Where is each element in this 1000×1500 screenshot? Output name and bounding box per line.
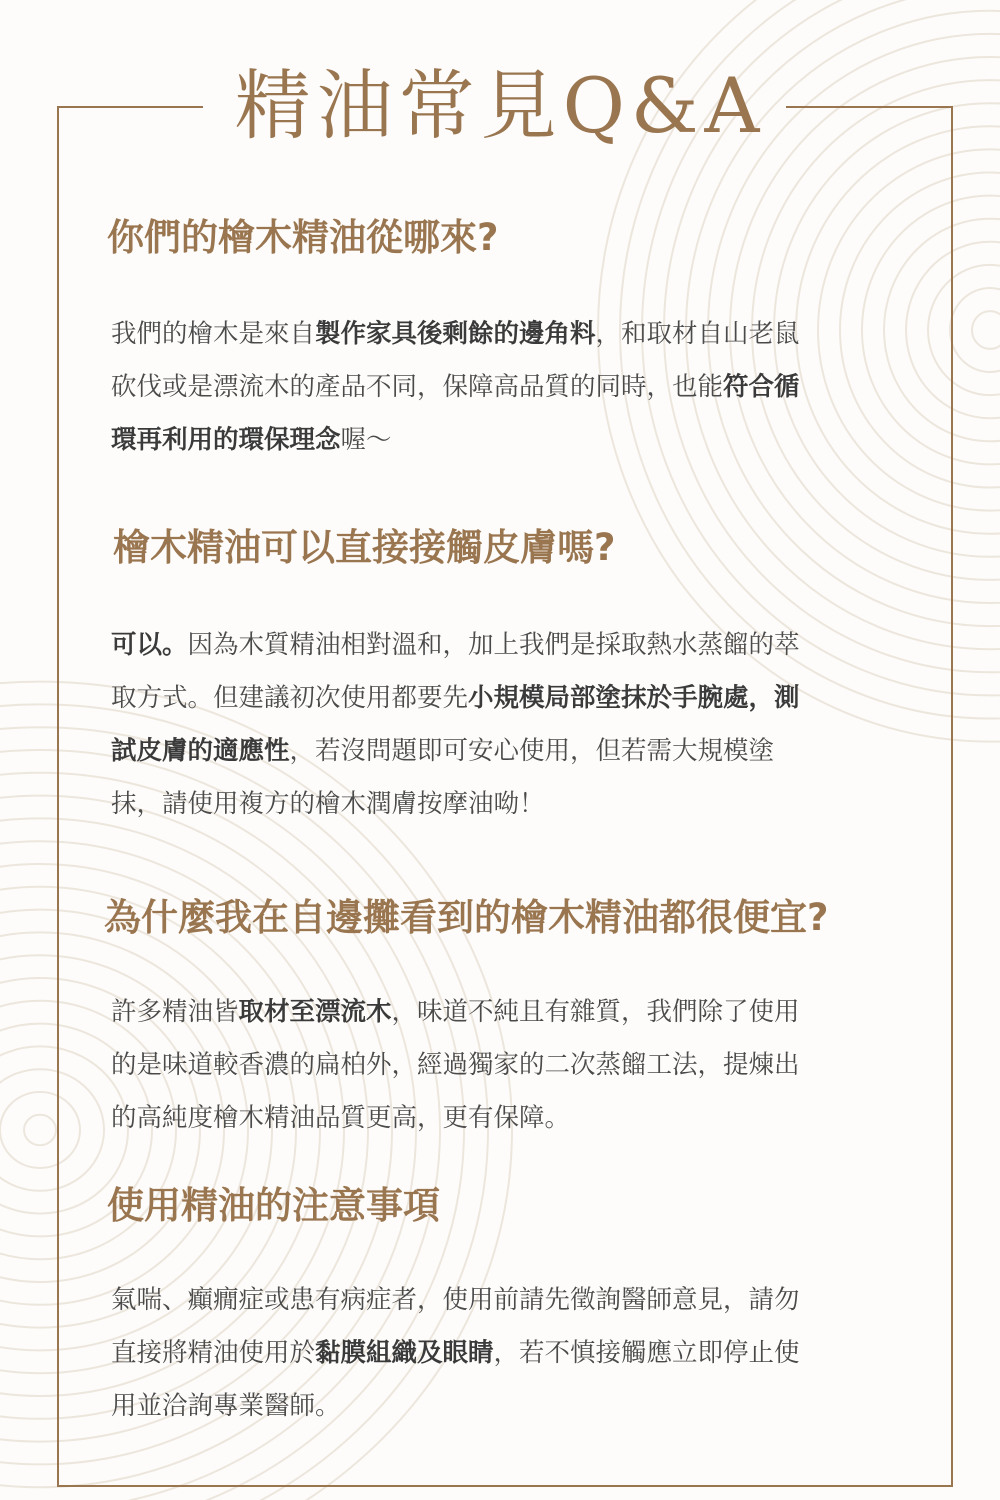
answer-line: 抹，請使用複方的檜木潤膚按摩油呦！	[111, 789, 545, 819]
qa-section-source	[0, 214, 1000, 467]
answer-line: 可以。因為木質精油相對溫和，加上我們是採取熱水蒸餾的萃	[111, 630, 800, 660]
answer-line: 的是味道較香濃的扁柏外，經過獨家的二次蒸餾工法，提煉出	[111, 1050, 800, 1080]
qa-section-precautions	[0, 1182, 1000, 1433]
question-heading: 檜木精油可以直接接觸皮膚嗎?	[113, 526, 616, 569]
question-heading: 你們的檜木精油從哪來?	[107, 216, 499, 259]
answer-line: 的高純度檜木精油品質更高，更有保障。	[111, 1103, 571, 1133]
answer-line: 砍伐或是漂流木的產品不同，保障高品質的同時，也能符合循	[111, 372, 800, 402]
question-heading: 使用精油的注意事項	[107, 1184, 440, 1227]
answer-line: 氣喘、癲癇症或患有病症者，使用前請先徵詢醫師意見，請勿	[111, 1285, 800, 1315]
answer-line: 我們的檜木是來自製作家具後剩餘的邊角料，和取材自山老鼠	[111, 319, 800, 349]
answer-line: 直接將精油使用於黏膜組織及眼睛，若不慎接觸應立即停止使	[111, 1338, 800, 1368]
answer-line: 用並洽詢專業醫師。	[111, 1391, 341, 1421]
answer-line: 環再利用的環保理念喔～	[111, 425, 392, 455]
answer-line: 取方式。但建議初次使用都要先小規模局部塗抹於手腕處，測	[111, 683, 800, 713]
qa-section-skin-contact	[0, 524, 1000, 831]
answer-line: 許多精油皆取材至漂流木，味道不純且有雜質，我們除了使用	[111, 997, 800, 1027]
question-heading: 為什麼我在自邊攤看到的檜木精油都很便宜?	[104, 896, 829, 939]
answer-line: 試皮膚的適應性，若沒問題即可安心使用，但若需大規模塗	[111, 736, 775, 766]
qa-section-price	[0, 894, 1000, 1145]
page-title: 精油常見Q&A	[234, 61, 766, 150]
